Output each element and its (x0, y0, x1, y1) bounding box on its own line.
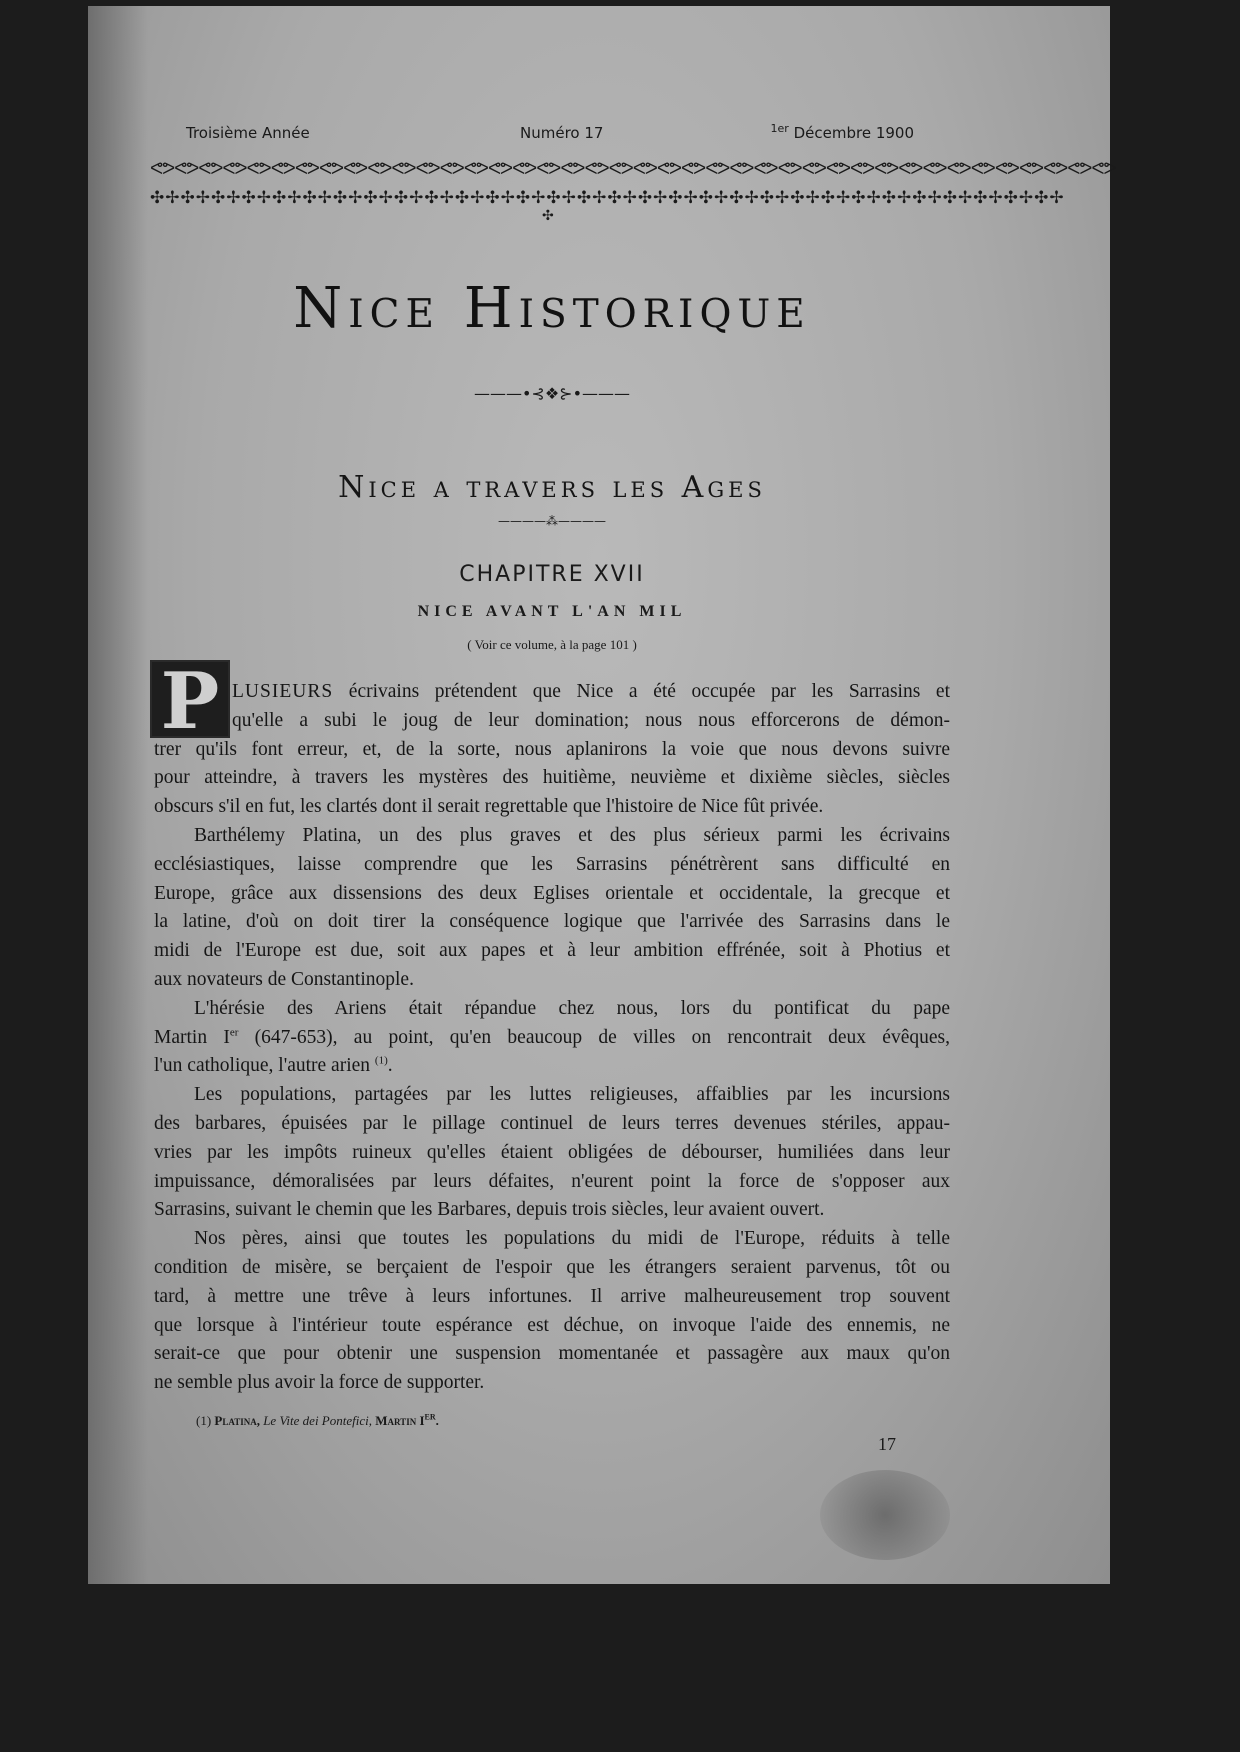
text-line: vries par les impôts ruineux qu'elles étaient obligées de débourser, humiliées dans leur (154, 1141, 950, 1163)
text-line: condition de misère, se berçaient de l'espoir que les étrangers seraient parvenus, tôt ou (154, 1256, 950, 1278)
text-line: midi de l'Europe est due, soit aux papes et à leur ambition effrénée, soit à Photius et (154, 940, 950, 962)
text-line: impuissance, démoralisées par leurs défaites, n'eurent point la force de s'opposer aux (154, 1170, 950, 1192)
footnote-ref: (1) (374, 1054, 388, 1067)
page-shadow (88, 6, 148, 1584)
text-line: Martin Ier (647-653), au point, qu'en beaucoup de villes on rencontrait deux évêques, (154, 1026, 950, 1048)
text-line: Sarrasins, suivant le chemin que les Barbares, depuis trois siècles, leur avaient ouvert. (154, 1199, 825, 1221)
page-number: 17 (878, 1434, 896, 1454)
text-line: que lorsque à l'intérieur toute espérance est déchue, on invoque l'aide des ennemis, ne (154, 1314, 950, 1336)
paper-stain (820, 1470, 950, 1560)
header-date: $^{1er}$ Décembre 1900 (770, 122, 914, 142)
text-line: trer qu'ils font erreur, et, de la sorte, nous aplanirons la voie que nous devons suivre (154, 738, 950, 760)
footnote: (1) Platina, Le Vite dei Pontefici, Martin Ier. (196, 1410, 439, 1428)
text-line: ecclésiastiques, laisse comprendre que les Sarrasins pénétrèrent sans difficulté en (154, 853, 950, 875)
text-line: obscurs s'il en fut, les clartés dont il serait regrettable que l'histoire de Nice fût privée. (154, 796, 824, 818)
text-line: aux novateurs de Constantinople. (154, 968, 414, 990)
chapter-heading: CHAPITRE XVII (459, 562, 645, 587)
text-line: ne semble plus avoir la force de supporter. (154, 1372, 485, 1394)
article-body (154, 678, 950, 1398)
text-line: Nos pères, ainsi que toutes les populations du midi de l'Europe, réduits à telle (194, 1228, 950, 1250)
text-line: Europe, grâce aux dissensions des deux Eglises orientale et occidentale, la grecque et (154, 882, 950, 904)
text-line: L'hérésie des Ariens était répandue chez nous, lors du pontificat du pape (194, 997, 950, 1019)
reference-note: ( Voir ce volume, à la page 101 ) (467, 637, 637, 652)
ornament-divider-2: ————⁂———— (498, 514, 606, 528)
decorative-border-bottom: ✣✢✣✢✣✢✣✢✣✢✣✢✣✢✣✢✣✢✣✢✣✢✣✢✣✢✣✢✣✢✣✢✣✢✣✢✣✢✣✢✣✢✣✢✣✢✣✢✣✢✣✢✣✢✣✢✣✢✣✢ (150, 188, 1065, 208)
text-line: l'un catholique, l'autre arien $^{(1)}$. (154, 1054, 393, 1077)
ornament-divider-1: ———•⊰❖⊱•——— (473, 384, 631, 403)
text-line: LUSIEURS écrivains prétendent que Nice a été occupée par les Sarrasins et (232, 681, 950, 702)
text-line: qu'elle a subi le joug de leur domination; nous nous efforcerons de démon- (232, 709, 950, 731)
decorative-border-top: ᕙᕗᕙᕗᕙᕗᕙᕗᕙᕗᕙᕗᕙᕗᕙᕗᕙᕗᕙᕗᕙᕗᕙᕗᕙᕗᕙᕗᕙᕗᕙᕗᕙᕗᕙᕗᕙᕗᕙᕗᕙᕗᕙᕗᕙᕗᕙᕗᕙᕗᕙᕗᕙᕗᕙᕗᕙᕗᕙᕗᕙᕗᕙᕗᕙᕗᕙᕗᕙᕗᕙᕗᕙᕗᕙᕗᕙᕗᕙᕗ (150, 158, 1116, 179)
text-line: Les populations, partagées par les luttes religieuses, affaiblies par les incursions (194, 1084, 950, 1106)
header-year: Troisième Année (186, 124, 310, 142)
journal-title: Nice Historique (293, 276, 811, 341)
chapter-subtitle: NICE AVANT L'AN MIL (417, 603, 687, 620)
text-line: tard, à mettre une trêve à leurs infortunes. Il arrive malheureusement trop souvent (154, 1285, 950, 1307)
text-line: pour atteindre, à travers les mystères des huitième, neuvième et dixième siècles, siècles (154, 767, 950, 789)
header-issue-number: Numéro 17 (520, 124, 604, 142)
text-line: Barthélemy Platina, un des plus graves et des plus sérieux parmi les écrivains (194, 824, 950, 846)
text-line: la latine, d'où on doit tirer la conséquence logique que l'arrivée des Sarrasins dans le (154, 911, 950, 933)
drop-cap: P (150, 660, 230, 738)
section-title: Nice a travers les Ages (338, 470, 766, 505)
text-line: serait-ce que pour obtenir une suspension momentanée et passagère aux maux qu'on (154, 1343, 950, 1365)
text-line: des barbares, épuisées par le pillage continuel de leurs terres devenues stériles, appau- (154, 1112, 950, 1134)
decorative-pendant: ✣ (542, 208, 554, 224)
